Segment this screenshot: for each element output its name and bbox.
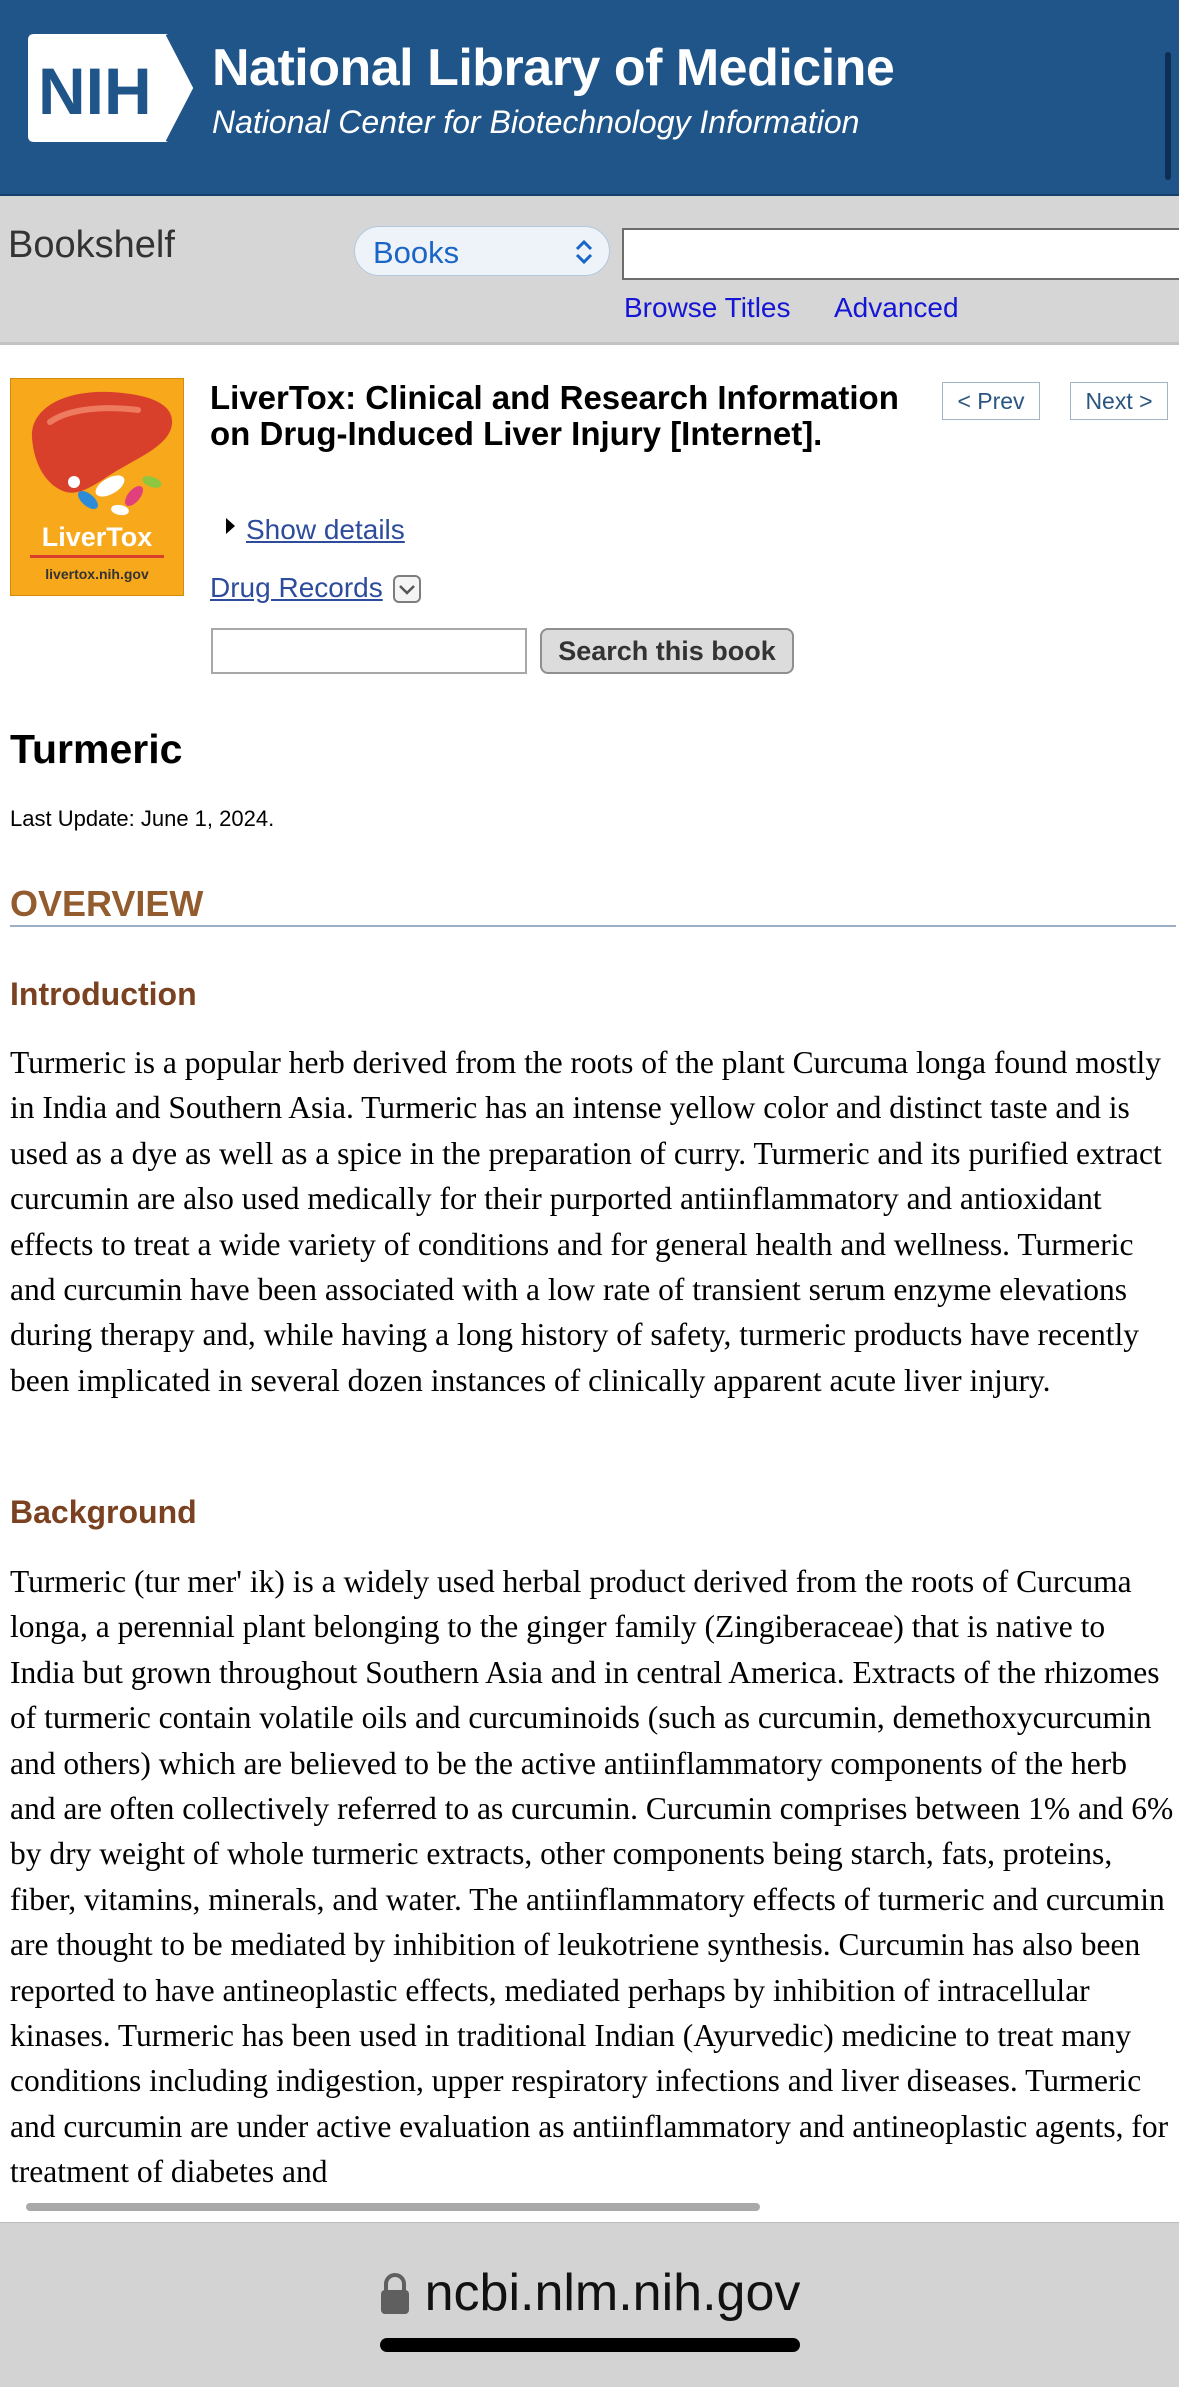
nih-header xyxy=(0,0,1179,196)
show-details-link[interactable]: Show details xyxy=(246,514,405,545)
advanced-search-link[interactable]: Advanced xyxy=(834,292,959,323)
browse-titles-link[interactable]: Browse Titles xyxy=(624,292,791,323)
database-select-value: Books xyxy=(373,235,460,270)
home-indicator[interactable] xyxy=(380,2338,800,2352)
select-updown-icon xyxy=(575,239,593,265)
lock-icon xyxy=(379,2271,411,2315)
nih-logo-text: NIH xyxy=(38,54,152,128)
nlm-title: National Library of Medicine xyxy=(212,39,895,97)
search-this-book-button[interactable]: Search this book xyxy=(540,628,794,674)
prev-button[interactable]: < Prev xyxy=(942,382,1040,420)
nih-logo[interactable] xyxy=(28,34,198,142)
book-search-input[interactable] xyxy=(211,628,527,674)
disclosure-triangle-icon xyxy=(226,518,235,534)
browser-address-bar[interactable] xyxy=(0,2222,1179,2387)
url-text[interactable]: ncbi.nlm.nih.gov xyxy=(424,2264,801,2322)
bookshelf-search-bar xyxy=(0,196,1179,345)
introduction-paragraph: Turmeric is a popular herb derived from the roots of the plant Curcuma longa found mostly in India and Southern Asia. Turmeric has an intense yellow color and distinct taste and is used as a dye as well as a spice in the preparation of curry. Turmeric and its purified extract curcumin are also used medically for their purported antiinflammatory and antioxidant effects to treat a wide variety of conditions and for general health and wellness. Turmeric and curcumin have been associated with a low rate of transient serum enzyme elevations during therapy and, while having a long history of safety, turmeric products have recently been implicated in several dozen instances of clinically apparent acute liver injury. xyxy=(10,1045,1162,1398)
background-paragraph: Turmeric (tur mer' ik) is a widely used herbal product derived from the roots of Curcuma longa, a perennial plant belonging to the ginger family (Zingiberaceae) that is native to India but grown throughout Southern Asia and in central America. Extracts of the rhizomes of turmeric contain volatile oils and curcuminoids (such as curcumin, demethoxycurcumin and others) which are believed to be the active antiinflammatory components of the herb and are often collectively referred to as curcumin. Curcumin comprises between 1% and 6% by dry weight of whole turmeric extracts, other components being starch, fats, proteins, fiber, vitamins, minerals, and water. The antiinflammatory effects of turmeric and curcumin are thought to be mediated by inhibition of leukotriene synthesis. Curcumin has also been reported to have antineoplastic effects, mediated perhaps by inhibition of intracellular kinases. Turmeric has been used in traditional Indian (Ayurvedic) medicine to treat many conditions including indigestion, upper respiratory infections and liver diseases. Turmeric and curcumin are under active evaluation as antiinflammatory and antineoplastic agents, for treatment of diabetes and xyxy=(10,1564,1174,2190)
next-button[interactable]: Next > xyxy=(1070,382,1168,420)
bookshelf-search-input[interactable] xyxy=(622,228,1179,280)
introduction-heading: Introduction xyxy=(10,976,197,1012)
book-title: LiverTox: Clinical and Research Information on Drug-Induced Liver Injury [Internet]. xyxy=(210,379,899,452)
ncbi-subtitle: National Center for Biotechnology Information xyxy=(212,104,860,140)
header-scrollbar xyxy=(1165,52,1171,180)
database-select[interactable] xyxy=(354,226,610,276)
horizontal-scrollbar[interactable] xyxy=(26,2203,760,2211)
cover-title: LiverTox xyxy=(41,522,153,552)
overview-heading: OVERVIEW xyxy=(10,883,204,924)
livertox-cover[interactable] xyxy=(10,378,184,596)
bookshelf-label[interactable]: Bookshelf xyxy=(8,224,175,266)
cover-url: livertox.nih.gov xyxy=(45,566,149,582)
chevron-down-icon[interactable] xyxy=(393,575,421,603)
last-update: Last Update: June 1, 2024. xyxy=(10,806,275,831)
background-heading: Background xyxy=(10,1494,197,1530)
drug-records-link[interactable]: Drug Records xyxy=(210,572,383,603)
page-title: Turmeric xyxy=(10,726,183,772)
section-divider xyxy=(10,925,1176,927)
